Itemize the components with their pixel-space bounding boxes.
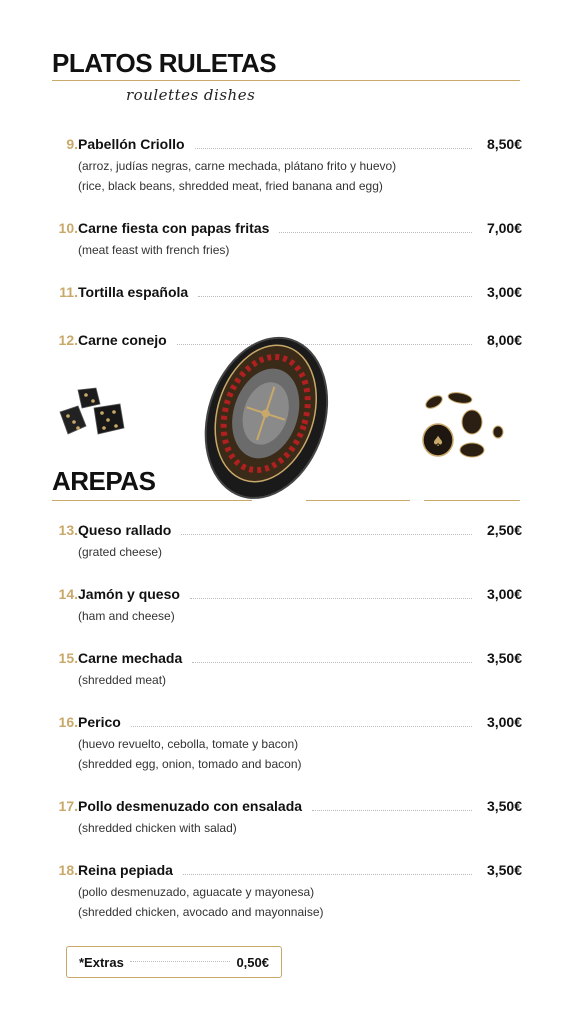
item-price: 3,00€ <box>486 714 522 730</box>
title-rule-arepas <box>306 500 410 501</box>
item-description: (grated cheese) <box>78 545 163 559</box>
item-name: Pabellón Criollo <box>78 136 185 152</box>
dot-leader <box>130 960 231 962</box>
item-price: 3,50€ <box>486 798 522 814</box>
item-price: 3,50€ <box>486 862 522 878</box>
item-description: (pollo desmenuzado, aguacate y mayonesa) <box>78 885 315 899</box>
item-number: 9. <box>66 136 78 152</box>
dot-leader <box>279 231 472 233</box>
menu-item-11 <box>50 284 522 304</box>
item-name: Carne mechada <box>78 650 183 666</box>
menu-item-18 <box>50 862 522 922</box>
title-rule-arepas <box>424 500 520 501</box>
item-number: 17. <box>58 798 78 814</box>
item-description: (meat feast with french fries) <box>78 243 230 257</box>
dot-leader <box>195 147 472 149</box>
item-name: Pollo desmenuzado con ensalada <box>78 798 303 814</box>
item-price: 8,00€ <box>486 332 522 348</box>
menu-item-15 <box>50 650 522 690</box>
item-description: (shredded meat) <box>78 673 167 687</box>
item-price: 3,00€ <box>486 284 522 300</box>
item-price: 2,50€ <box>486 522 522 538</box>
item-number: 11. <box>59 284 78 300</box>
menu-item-17 <box>50 798 522 838</box>
item-number: 16. <box>58 714 78 730</box>
dot-leader <box>198 295 472 297</box>
extras-box <box>66 946 282 978</box>
item-price: 3,50€ <box>486 650 522 666</box>
dot-leader <box>181 533 472 535</box>
roulette-wheel-icon <box>200 326 334 506</box>
section-title-platos: PLATOS RULETAS <box>52 48 277 78</box>
item-price: 8,50€ <box>486 136 522 152</box>
item-description: (shredded chicken with salad) <box>78 821 237 835</box>
extras-price: 0,50€ <box>236 954 269 970</box>
poker-chips-icon <box>420 388 508 464</box>
item-description: (shredded egg, onion, tomado and bacon) <box>78 757 302 771</box>
dot-leader <box>312 809 472 811</box>
item-number: 14. <box>58 586 78 602</box>
item-number: 12. <box>58 332 78 348</box>
item-number: 18. <box>58 862 78 878</box>
item-name: Carne conejo <box>78 332 167 348</box>
item-name: Jamón y queso <box>78 586 180 602</box>
item-name: Perico <box>78 714 121 730</box>
title-rule-arepas <box>52 500 252 501</box>
item-name: Tortilla española <box>78 284 189 300</box>
menu-item-9 <box>50 136 522 196</box>
menu-item-10 <box>50 220 522 260</box>
item-name: Reina pepiada <box>78 862 173 878</box>
item-name: Queso rallado <box>78 522 172 538</box>
item-description: (rice, black beans, shredded meat, fried banana and egg) <box>78 179 383 193</box>
menu-item-16 <box>50 714 522 774</box>
menu-item-13 <box>50 522 522 562</box>
item-number: 13. <box>58 522 78 538</box>
dice-icon <box>56 386 128 444</box>
item-number: 15. <box>58 650 78 666</box>
extras-label: *Extras <box>79 954 124 970</box>
dot-leader <box>190 597 472 599</box>
section-subtitle: roulettes dishes <box>126 86 256 104</box>
item-price: 3,00€ <box>486 586 522 602</box>
item-description: (arroz, judías negras, carne mechada, plátano frito y huevo) <box>78 159 397 173</box>
menu-item-14 <box>50 586 522 626</box>
title-rule-platos <box>52 80 520 81</box>
item-number: 10. <box>58 220 78 236</box>
item-description: (shredded chicken, avocado and mayonnaise) <box>78 905 324 919</box>
item-description: (ham and cheese) <box>78 609 175 623</box>
item-price: 7,00€ <box>486 220 522 236</box>
dot-leader <box>192 661 472 663</box>
dot-leader <box>131 725 472 727</box>
item-description: (huevo revuelto, cebolla, tomate y bacon) <box>78 737 299 751</box>
item-name: Carne fiesta con papas fritas <box>78 220 270 236</box>
svg-text:♠: ♠ <box>431 434 445 450</box>
dot-leader <box>183 873 472 875</box>
section-title-arepas: AREPAS <box>52 466 156 496</box>
